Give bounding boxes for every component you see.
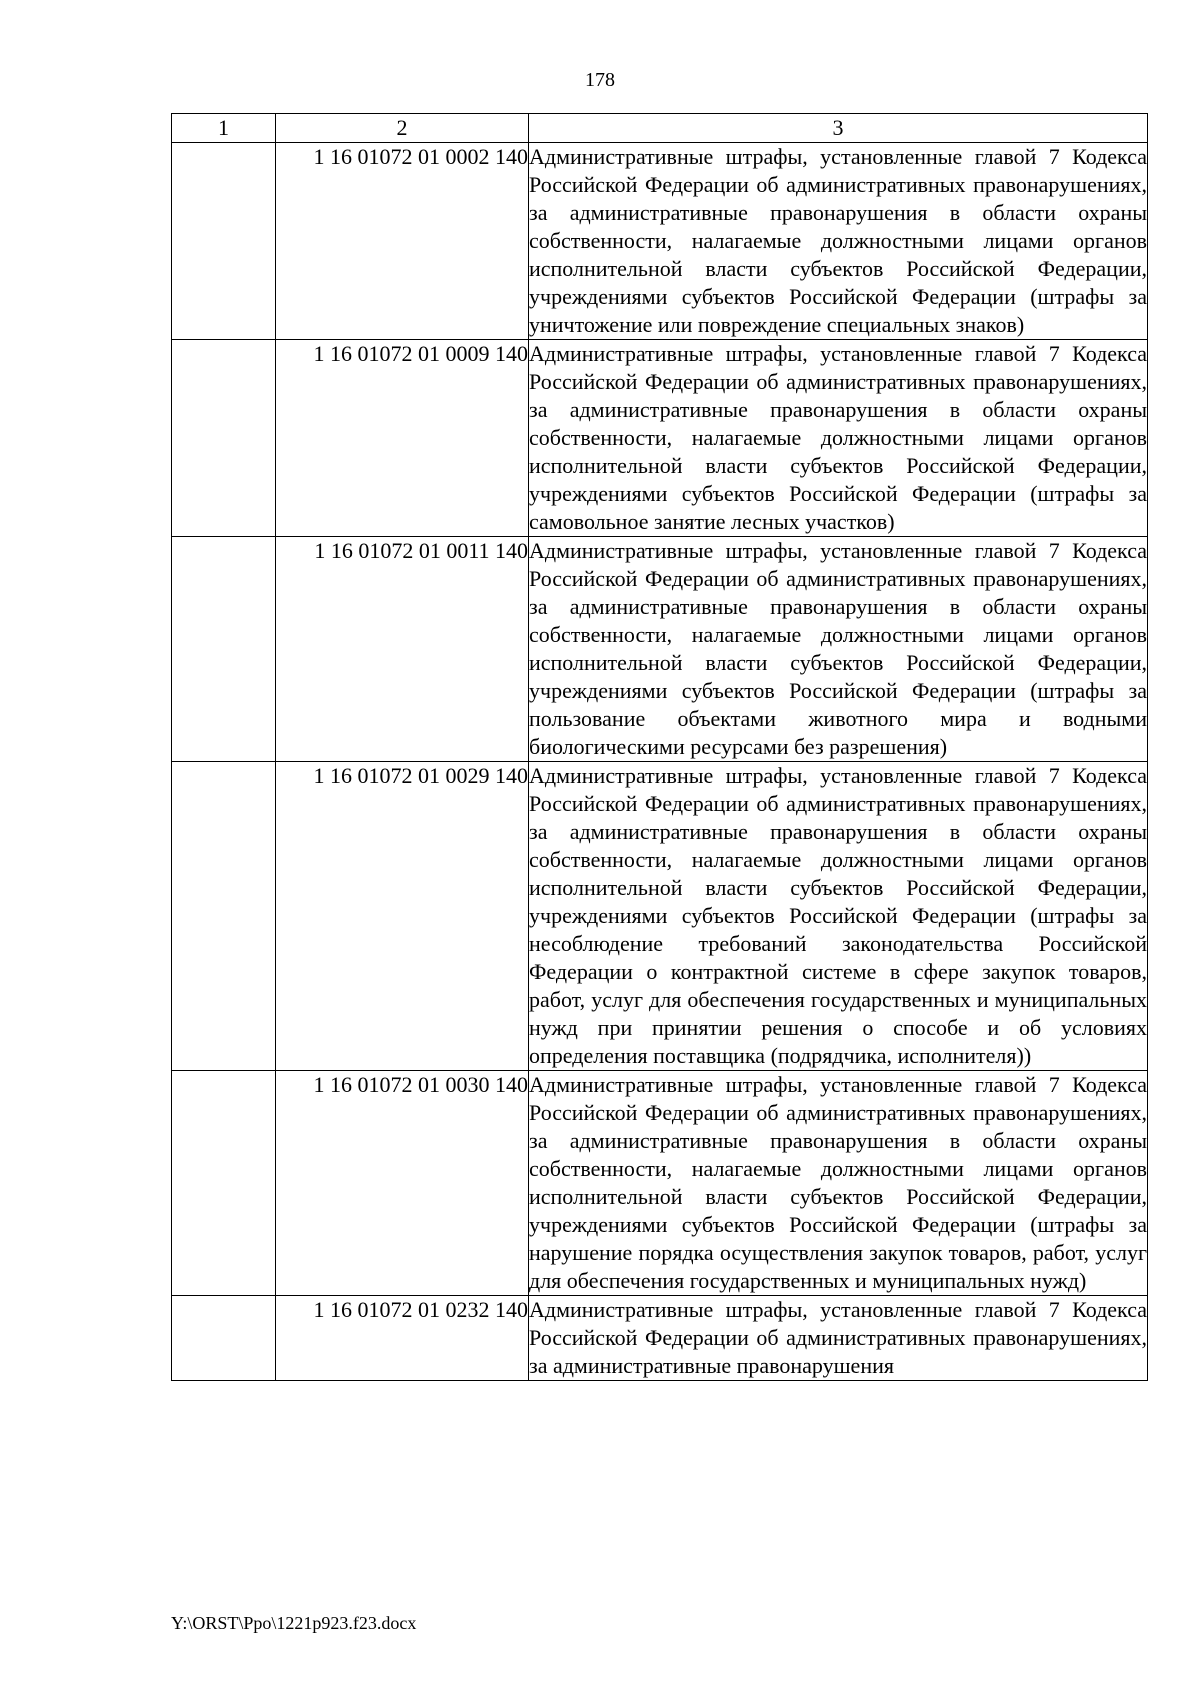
- table-row: [172, 1071, 1148, 1296]
- budget-codes-table: [171, 113, 1148, 1381]
- table-header-row: [172, 114, 1148, 143]
- table-row: [172, 340, 1148, 537]
- column-header-1: 1: [172, 114, 276, 143]
- table-row: [172, 762, 1148, 1071]
- code-description: Административные штрафы, установленные главой 7 Кодекса Российской Федерации об административных правонарушениях, за административные правонарушения в области охраны собственности, налагаемые должностными лицами органов исполнительной власти субъектов Российской Федерации, учреждениями субъектов Российской Федерации (штрафы за нарушение порядка осуществления закупок товаров, работ, услуг для обеспечения государственных и муниципальных нужд): [529, 1071, 1148, 1296]
- budget-code: 1 16 01072 01 0030 140: [276, 1071, 529, 1296]
- code-description: Административные штрафы, установленные главой 7 Кодекса Российской Федерации об административных правонарушениях, за административные правонарушения в области охраны собственности, налагаемые должностными лицами органов исполнительной власти субъектов Российской Федерации, учреждениями субъектов Российской Федерации (штрафы за уничтожение или повреждение специальных знаков): [529, 143, 1148, 340]
- row-cell-col1: [172, 1071, 276, 1296]
- page-number: 178: [585, 69, 615, 91]
- code-description: Административные штрафы, установленные главой 7 Кодекса Российской Федерации об административных правонарушениях, за административные правонарушения в области охраны собственности, налагаемые должностными лицами органов исполнительной власти субъектов Российской Федерации, учреждениями субъектов Российской Федерации (штрафы за самовольное занятие лесных участков): [529, 340, 1148, 537]
- code-description: Административные штрафы, установленные главой 7 Кодекса Российской Федерации об административных правонарушениях, за административные правонарушения в области охраны собственности, налагаемые должностными лицами органов исполнительной власти субъектов Российской Федерации, учреждениями субъектов Российской Федерации (штрафы за пользование объектами животного мира и водными биологическими ресурсами без разрешения): [529, 537, 1148, 762]
- budget-code: 1 16 01072 01 0009 140: [276, 340, 529, 537]
- budget-code: 1 16 01072 01 0232 140: [276, 1296, 529, 1381]
- footer-file-path: Y:\ORST\Ppo\1221p923.f23.docx: [171, 1613, 417, 1633]
- row-cell-col1: [172, 143, 276, 340]
- table-row: [172, 537, 1148, 762]
- budget-code: 1 16 01072 01 0002 140: [276, 143, 529, 340]
- code-description: Административные штрафы, установленные главой 7 Кодекса Российской Федерации об административных правонарушениях, за административные правонарушения в области охраны собственности, налагаемые должностными лицами органов исполнительной власти субъектов Российской Федерации, учреждениями субъектов Российской Федерации (штрафы за несоблюдение требований законодательства Российской Федерации о контрактной системе в сфере закупок товаров, работ, услуг для обеспечения государственных и муниципальных нужд при принятии решения о способе и об условиях определения поставщика (подрядчика, исполнителя)): [529, 762, 1148, 1071]
- table-row: [172, 143, 1148, 340]
- column-header-3: 3: [529, 114, 1148, 143]
- table-row: [172, 1296, 1148, 1381]
- code-description: Административные штрафы, установленные главой 7 Кодекса Российской Федерации об административных правонарушениях, за административные правонарушения: [529, 1296, 1148, 1381]
- row-cell-col1: [172, 762, 276, 1071]
- row-cell-col1: [172, 1296, 276, 1381]
- column-header-2: 2: [276, 114, 529, 143]
- budget-code: 1 16 01072 01 0029 140: [276, 762, 529, 1071]
- row-cell-col1: [172, 340, 276, 537]
- budget-code: 1 16 01072 01 0011 140: [276, 537, 529, 762]
- row-cell-col1: [172, 537, 276, 762]
